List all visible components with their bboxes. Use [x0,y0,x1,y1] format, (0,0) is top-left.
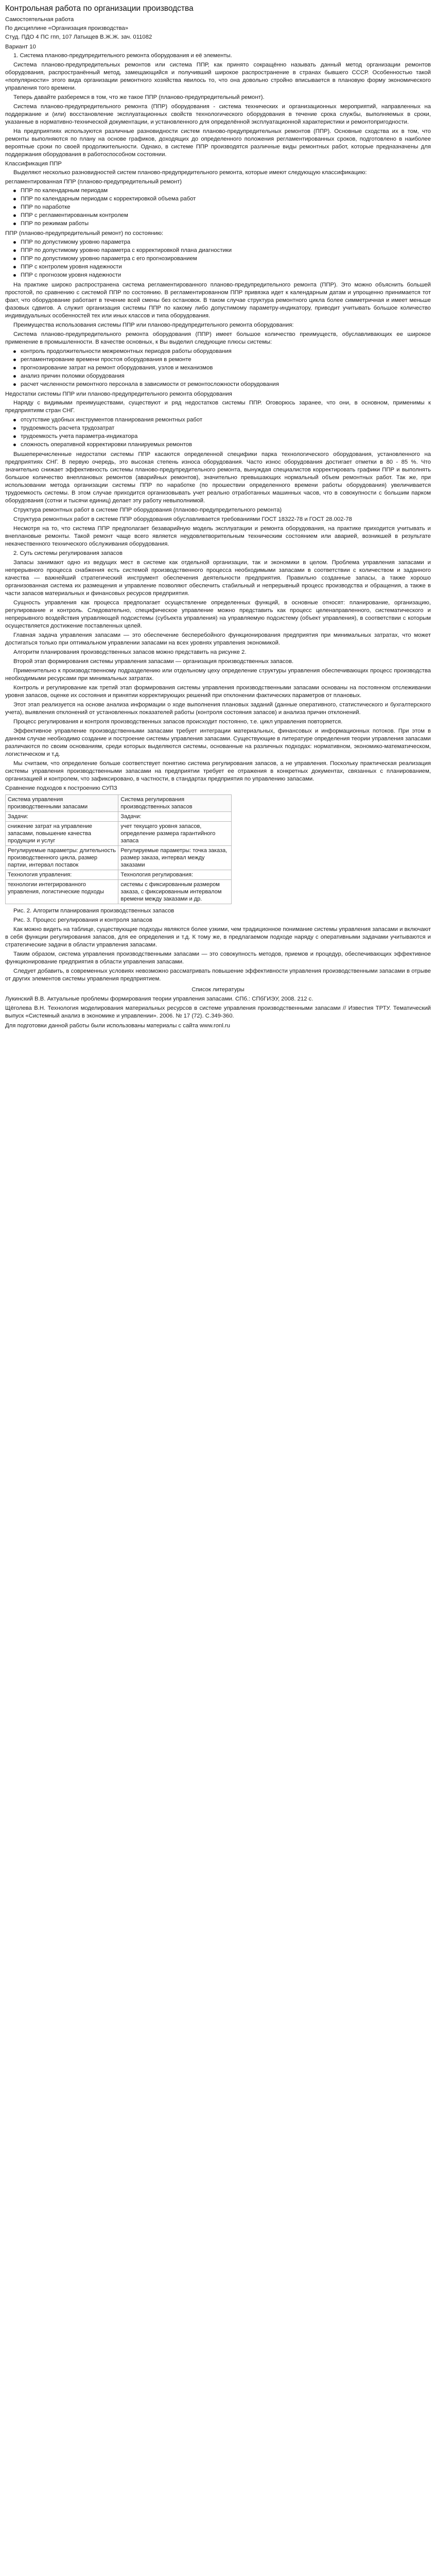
student-line: Студ. ПДО 4 ПС гпп, 107 Латыщев В.Ж.Ж. зач. 011082 [5,34,152,40]
list-item: трудоемкость учета параметра-индикатора [21,433,431,440]
bullet-icon [13,444,16,446]
bullet-icon [13,383,16,386]
regulated-list [5,187,431,228]
table-cell: Технология управления: [6,870,118,880]
document-title: Контрольная работа по организации производства [5,4,194,13]
table-cell: Регулируемые параметры: точка заказа, размер заказа, интервал между заказами [118,846,232,870]
list-item: прогнозирование затрат на ремонт оборудования, узлов и механизмов [21,364,431,372]
table-row [6,880,232,904]
list-item: регламентирование времени простоя оборудования в ремонте [21,356,431,364]
advantages-list [5,348,431,388]
bullet-icon [13,350,16,353]
paragraph: Этот этап реализуется на основе анализа информации о ходе выполнения плановых заданий (данные оперативного, статистического и бухгалтерского учета), выявления отклонений от установленных показателей работы (контроля состояния запасов) и анализа причин отклонений. [5,702,431,716]
bullet-icon [13,190,16,192]
paragraph: Сущность управления как процесса предполагает осуществление определенных функций, в основные относят: планирование, организацию, регулирование и контроль. Следовательно, специфическое управление можно представить как процесс целенаправленного, систематического и непрерывного воздействия управляющей подсистемы (субъекта управления) на управляемую подсистему (объект управления), в соответствии с которым осуществляется достижение поставленных целей. [5,600,431,629]
paragraph: Структура ремонтных работ в системе ППР оборудования (планово-предупредительного ремонта) [13,507,282,513]
document-page [0,0,436,1037]
paragraph: Вышеперечисленные недостатки системы ППР касаются определенной специфики парка технологического оборудования, установленного на предприятиях СНГ. В первую очередь, это высокая степень износа оборудования. Часто износ оборудования достигает отметки в 80 - 85 %. Что значительно снижает эффективность системы планово-предупредительного ремонта, вынуждая специалистов корректировать графики ППР и выполнять большое количество внеплановых ремонтов (аварийных ремонтов), значительно превышающих нормальный объем ремонтных работ. Так же, при использовании метода организации системы ППР по наработке (по прошествии определенного времени работы оборудования) увеличивается трудоемкость системы. В этом случае приходится организовывать учет реально отработанных машинных часов, что в совокупности с большим парком оборудования (сотни и тысячи единиц) делает эту работу невыполнимой. [5,451,431,504]
list-item: ППР с прогнозом уровня надежности [21,272,431,279]
table-cell: Технология регулирования: [118,870,232,880]
table-row [6,812,232,822]
table-header-row [6,795,232,812]
paragraph: Главная задача управления запасами — это обеспечение бесперебойного функционирования предприятия при минимальных затратах, что может достигаться только при оптимальном управлении запасами на всех уровнях управления экономикой. [5,632,431,646]
figure-caption: Рис. 2. Алгоритм планирования производственных запасов [13,908,175,914]
paragraph: Система планово-предупредительного ремонта (ППР) оборудования - система технических и организационных мероприятий, направленных на поддержание и (или) восстановление эксплуатационных свойств технологического оборудования в течение срока службы, выполняемых в сроки, указанные в нормативно-технической документации, и установленного для определённой эксплуатационной характеристики и ремонтопригодности. [5,104,431,125]
paragraph: Несмотря на то, что система ППР предполагает безаварийную модель эксплуатации и ремонта оборудования, на практике приходится учитывать и внеплановые ремонты. Такой ремонт чаще всего является неудовлетворительным техническим состоянием или аварией, возникшей в результате некачественного технического обслуживания оборудования. [5,526,431,547]
literature-item: Щёголева В.Н. Технология моделирования материальных ресурсов в системе управления производственными запасами // Известия ТРТУ. Тематический выпуск «Системный анализ в экономике и управлении». 2006. № 17 (72). С.349-360. [5,1005,431,1019]
bullet-icon [13,375,16,378]
literature-heading: Список литературы [191,987,245,993]
bullet-icon [13,206,16,209]
paragraph: Наряду с видимыми преимуществами, существуют и ряд недостатков системы ППР. Оговорюсь заранее, что они, в основном, применимы к предприятиям стран СНГ. [5,400,431,414]
comparison-table [5,794,232,904]
table-header-cell: Система управления производственными запасами [6,795,118,812]
section2-heading: 2. Суть системы регулирования запасов [13,550,123,556]
paragraph: Эффективное управление производственными запасами требует интеграции материальных, финансовых и информационных потоков. При этом в данном случае необходимо создание и построение системы управления запасами. Существующие в литературе определения теории управления запасами различаются по своим основаниям, среди которых выделяются системы, основанные на различных подходах: нормативном, экономико-математическом, логистическом и т.д. [5,728,431,757]
paragraph: Контроль и регулирование как третий этап формирования системы управления производственными запасами основаны на постоянном отслеживании уровня запасов, оценке их состояния и принятии корректирующих решений при отклонении фактических параметров от плановых. [5,685,431,699]
disadvantages-label: Недостатки системы ППР или планово-предупредительного ремонта оборудования [5,391,232,397]
bullet-icon [13,367,16,369]
discipline-line: По дисциплине «Организация производства» [5,25,129,31]
table-cell: учет текущего уровня запасов, определение размера гарантийного запаса [118,822,232,846]
list-item: ППР по наработке [21,204,431,211]
bullet-icon [13,214,16,217]
list-item: ППР по допустимому уровню параметра с его прогнозированием [21,255,431,263]
bullet-icon [13,266,16,268]
section1-heading: 1. Система планово-предупредительного ремонта оборудования и её элементы. [13,53,232,59]
paragraph: Система планово-предупредительного ремонта оборудования (ППР) имеет большое количество преимуществ, обуславливающих ее широкое применение в промышленности. В качестве основных, к Вы выделил следующие плюсы системы: [5,331,431,345]
work-type: Самостоятельная работа [5,16,74,23]
figure-caption: Рис. 3. Процесс регулирования и контроля запасов [13,917,152,923]
paragraph: Алгоритм планирования производственных запасов можно представить на рисунке 2. [13,649,247,655]
bullet-icon [13,198,16,200]
paragraph: На предприятиях используются различные разновидности систем планово-предупредительных ремонтов (ППР). Основные сходства их в том, что ремонты выполняются по плану на основе графиков, доходящих до определенного положения регламентированных сроков, подготовлено в наиболее вероятные сроки по своей продолжительности. Однако, в системе ППР производятся различные виды ремонтных работ, которые предназначены для поддержания оборудования в работоспособном состоянии. [5,128,431,158]
list-item: ППР по режимам работы [21,220,431,228]
table-cell: технологии интегрированного управления, логистические подходы [6,880,118,904]
paragraph: Мы считаем, что определение больше соответствует понятию система регулирования запасов, а не управления. Поскольку практическая реализация системы управления производственными запасами на предприятии требует ее отражения в конкретных документах, связанных с планированием, организацией и контролем, что зафиксировано, в частности, в стандартах предприятия по управлению запасами. [5,760,431,782]
list-item: ППР с контролем уровня надежности [21,263,431,271]
list-item: отсутствие удобных инструментов планирования ремонтных работ [21,416,431,424]
list-item: сложность оперативной корректировки планируемых ремонтов [21,441,431,449]
footer-note: Для подготовки данной работы были использованы материалы с сайта www.ronl.ru [5,1023,231,1029]
classification-label: Классификация ППР [5,161,62,167]
bullet-icon [13,223,16,225]
list-item: трудоемкость расчета трудозатрат [21,425,431,432]
bullet-icon [13,427,16,430]
paragraph: Структура ремонтных работ в системе ППР оборудования обуславливается требованиями ГОСТ 18322-78 и ГОСТ 28.002-78 [13,516,352,522]
condition-list [5,239,431,279]
paragraph: Процесс регулирования и контроля производственных запасов происходит постоянно, т.е. цикл управления повторяется. [13,719,343,725]
list-item: расчет численности ремонтного персонала в зависимости от ремонтосложности оборудования [21,381,431,388]
paragraph: Запасы занимают одно из ведущих мест в системе как отдельной организации, так и экономики в целом. Проблема управления запасами и непрерывного процесса снабжения есть системой производственного процесса необходимыми запасами в соответствии с количеством и заданного качества — важнейший стратегический инструмент обеспечения деятельности предприятия. Правильно созданные запасы, а также хорошо организованная система их размещения и управление позволяют обеспечить стабильный и непрерывный процесс производства и обращения, а также в части запасов материальных и финансовых ресурсов предприятия. [5,560,431,597]
paragraph: Как можно видеть на таблице, существующие подходы являются более узкими, чем традиционное понимание системы управления запасами и включают в себя функции регулирования запасов, для ее определения и т.д. К тому же, в предлагаемом подходе наряду с оперативными задачами учитываются и стратегические задачи в области управления запасами. [5,926,431,948]
bullet-icon [13,258,16,260]
bullet-icon [13,435,16,438]
table-caption: Сравнение подходов к построению СУПЗ [5,785,117,791]
bullet-icon [13,419,16,421]
list-item: контроль продолжительности межремонтных периодов работы оборудования [21,348,431,355]
table-row [6,870,232,880]
regulated-label: регламентированная ППР (планово-предупредительный ремонт) [5,179,182,185]
table-cell: снижение затрат на управление запасами, повышение качества продукции и услуг [6,822,118,846]
list-item: ППР по календарным периодам с корректировкой объема работ [21,195,431,203]
paragraph: Система планово-предупредительных ремонтов или система ППР, как принято сокращённо называть данный метод организации ремонтов оборудования, распространённый метод, замещающийся и получивший широкое распространение в странах бывшего СССР. Особенностью такой «популярности» этого вида организации ремонтного хозяйства явилось то, что она довольно стройно вписывается в плановую форму экономического управления того времени. [5,62,431,91]
list-item: анализ причин поломки оборудования [21,372,431,380]
list-item: ППР по допустимому уровню параметра [21,239,431,246]
list-item: ППР по календарным периодам [21,187,431,195]
paragraph: Преимущества использования системы ППР или планово-предупредительного ремонта оборудования: [13,322,294,328]
paragraph: Теперь давайте разберемся в том, что же такое ППР (планово-предупредительный ремонт). [13,94,265,100]
table-row [6,846,232,870]
paragraph: Таким образом, система управления производственными запасами — это совокупность методов, приемов и процедур, обеспечивающих эффективное функционирование предприятия в области управления запасами. [5,951,431,965]
paragraph: Следует добавить, в современных условиях невозможно рассматривать повышение эффективности управления производственными запасами в отрыве от других элементов системы управления предприятием. [5,968,431,982]
bullet-icon [13,359,16,361]
variant-line: Вариант 10 [5,44,36,50]
bullet-icon [13,274,16,277]
table-cell: Регулируемые параметры: длительность производственного цикла, размер партии, интервал поставок [6,846,118,870]
condition-label: ППР (планово-предупредительный ремонт) по состоянию: [5,230,164,236]
table-cell: системы с фиксированным размером заказа, с фиксированным интервалом времени между заказами и др. [118,880,232,904]
table-header-cell: Система регулирования производственных запасов [118,795,232,812]
paragraph: Применительно к производственному подразделению или отдельному цеху определение структуры управления обеспечивающих процесс производства необходимыми ресурсами при минимальных затратах. [5,668,431,682]
table-row [6,822,232,846]
table-cell: Задачи: [118,812,232,822]
list-item: ППР с регламентированным контролем [21,212,431,219]
bullet-icon [13,249,16,252]
bullet-icon [13,241,16,244]
disadvantages-list [5,416,431,449]
list-item: ППР по допустимому уровню параметра с корректировкой плана диагностики [21,247,431,255]
paragraph: На практике широко распространена система регламентированного планово-предупредительного ремонта (ППР). Это можно объяснить большей простотой, по сравнению с системой ППР по состоянию. В регламентированном ППР привязка идет к календарным датам и упрощенно принимается тот факт, что оборудование работает в течение всей смены без остановок. В таком случае структура ремонтного цикла более симметричная и имеет меньше фазовых сдвигов. А служит организация системы ППР по какому либо допустимому параметру-индикатору, приводит учитывать большое количество индивидуальных особенностей тех или иных классов и типа оборудования. [5,282,431,319]
paragraph: Второй этап формирования системы управления запасами — организация производственных запасов. [13,658,294,665]
table-cell: Задачи: [6,812,118,822]
literature-item: Лукинский В.В. Актуальные проблемы формирования теории управления запасами. СПб.: СПбГИЭУ, 2008. 212 с. [5,996,313,1002]
paragraph: Выделяют несколько разновидностей систем планово-предупредительного ремонта, которые имеют следующую классификацию: [13,170,367,176]
